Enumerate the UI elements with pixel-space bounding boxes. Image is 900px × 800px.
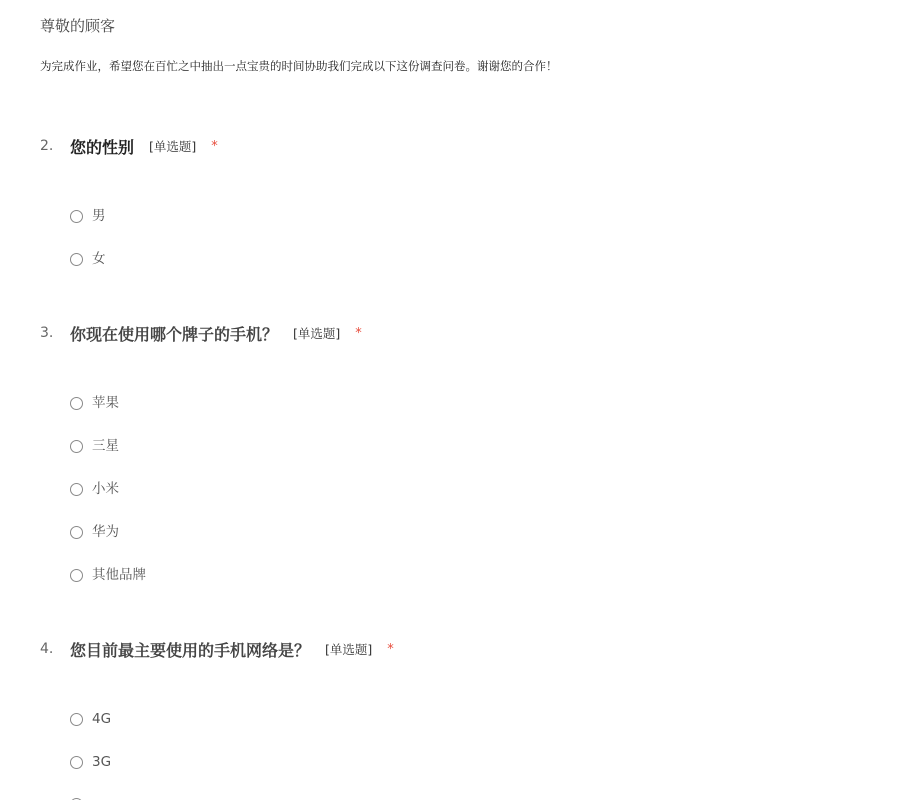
option-partial[interactable] xyxy=(70,795,92,800)
option-male[interactable] xyxy=(70,207,106,225)
option-label: 华为 xyxy=(92,524,119,540)
question-type: [单选题] xyxy=(149,139,197,154)
question-number: 2. xyxy=(40,138,54,154)
option-female[interactable] xyxy=(70,250,106,268)
option-apple[interactable] xyxy=(70,394,119,412)
radio-button[interactable] xyxy=(70,713,83,726)
option-huawei[interactable] xyxy=(70,523,119,541)
option-label: 4G xyxy=(92,711,112,727)
option-samsung[interactable] xyxy=(70,437,119,455)
radio-button[interactable] xyxy=(70,210,83,223)
question-title: 你现在使用哪个牌子的手机？ xyxy=(70,324,279,344)
option-label: 苹果 xyxy=(92,395,119,411)
option-other-brand[interactable] xyxy=(70,566,146,584)
option-label: 其他品牌 xyxy=(92,567,146,583)
radio-button[interactable] xyxy=(70,253,83,266)
radio-button[interactable] xyxy=(70,483,83,496)
radio-button[interactable] xyxy=(70,569,83,582)
option-label: 3G xyxy=(92,754,112,770)
greeting-text: 尊敬的顾客 xyxy=(40,17,116,35)
option-label: 男 xyxy=(92,208,106,224)
radio-button[interactable] xyxy=(70,397,83,410)
option-3g[interactable] xyxy=(70,753,111,771)
question-phone-brand xyxy=(40,321,362,345)
option-label: 小米 xyxy=(92,481,119,497)
radio-button[interactable] xyxy=(70,756,83,769)
required-marker: * xyxy=(387,641,394,657)
intro-text: 为完成作业，希望您在百忙之中抽出一点宝贵的时间协助我们完成以下这份调查问卷。谢谢您的合作！ xyxy=(40,59,558,73)
option-xiaomi[interactable] xyxy=(70,480,119,498)
option-4g[interactable] xyxy=(70,710,111,728)
question-title: 您目前最主要使用的手机网络是？ xyxy=(70,640,311,660)
question-number: 3. xyxy=(40,325,54,341)
question-network xyxy=(40,637,394,661)
required-marker: * xyxy=(211,138,218,154)
required-marker: * xyxy=(355,325,362,341)
question-type: [单选题] xyxy=(325,642,373,657)
option-label: 三星 xyxy=(92,438,119,454)
question-number: 4. xyxy=(40,641,54,657)
question-title: 您的性别 xyxy=(70,137,135,157)
option-label: 女 xyxy=(92,251,106,267)
radio-button[interactable] xyxy=(70,526,83,539)
question-gender xyxy=(40,134,218,158)
radio-button[interactable] xyxy=(70,440,83,453)
question-type: [单选题] xyxy=(293,326,341,341)
